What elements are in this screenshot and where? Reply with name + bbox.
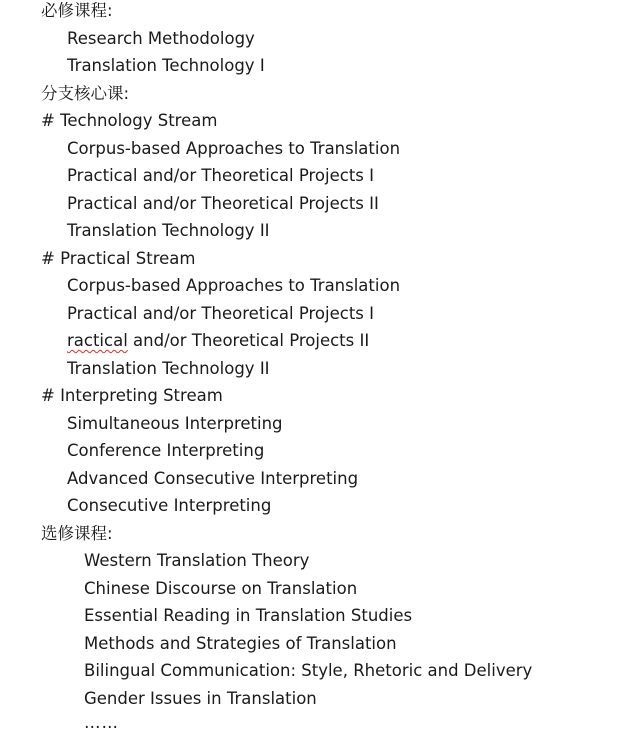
practical-stream-item-misspelled [67,330,369,352]
interpreting-stream-item: Advanced Consecutive Interpreting [67,469,359,488]
interpreting-stream-heading: # Interpreting Stream [41,386,223,405]
elective-course-item: Essential Reading in Translation Studies [84,606,413,625]
technology-stream-heading: # Technology Stream [41,111,218,130]
practical-stream-item: Practical and/or Theoretical Projects I [67,304,374,323]
elective-course-item: Western Translation Theory [84,551,310,570]
interpreting-stream-item: Conference Interpreting [67,441,265,460]
ellipsis-continuation: …… [84,713,119,732]
interpreting-stream-item: Consecutive Interpreting [67,496,272,515]
required-courses-heading: 必修课程: [41,1,113,20]
elective-course-item: Bilingual Communication: Style, Rhetoric and Delivery [84,661,533,680]
technology-stream-item: Translation Technology II [67,221,270,240]
practical-stream-item: Corpus-based Approaches to Translation [67,276,401,295]
elective-course-item: Chinese Discourse on Translation [84,579,358,598]
practical-stream-heading: # Practical Stream [41,249,196,268]
technology-stream-item: Practical and/or Theoretical Projects I [67,166,374,185]
practical-stream-item: Translation Technology II [67,359,270,378]
interpreting-stream-item: Simultaneous Interpreting [67,414,283,433]
spellcheck-underlined-word[interactable]: ractical [67,331,128,350]
core-courses-heading: 分支核心课: [41,84,130,103]
technology-stream-item: Corpus-based Approaches to Translation [67,139,401,158]
required-course-item: Translation Technology I [67,56,265,75]
elective-course-item: Gender Issues in Translation [84,689,317,708]
elective-courses-heading: 选修课程: [41,524,113,543]
required-course-item: Research Methodology [67,29,255,48]
elective-course-item: Methods and Strategies of Translation [84,634,397,653]
practical-stream-item-rest: and/or Theoretical Projects II [127,331,370,350]
technology-stream-item: Practical and/or Theoretical Projects II [67,194,379,213]
